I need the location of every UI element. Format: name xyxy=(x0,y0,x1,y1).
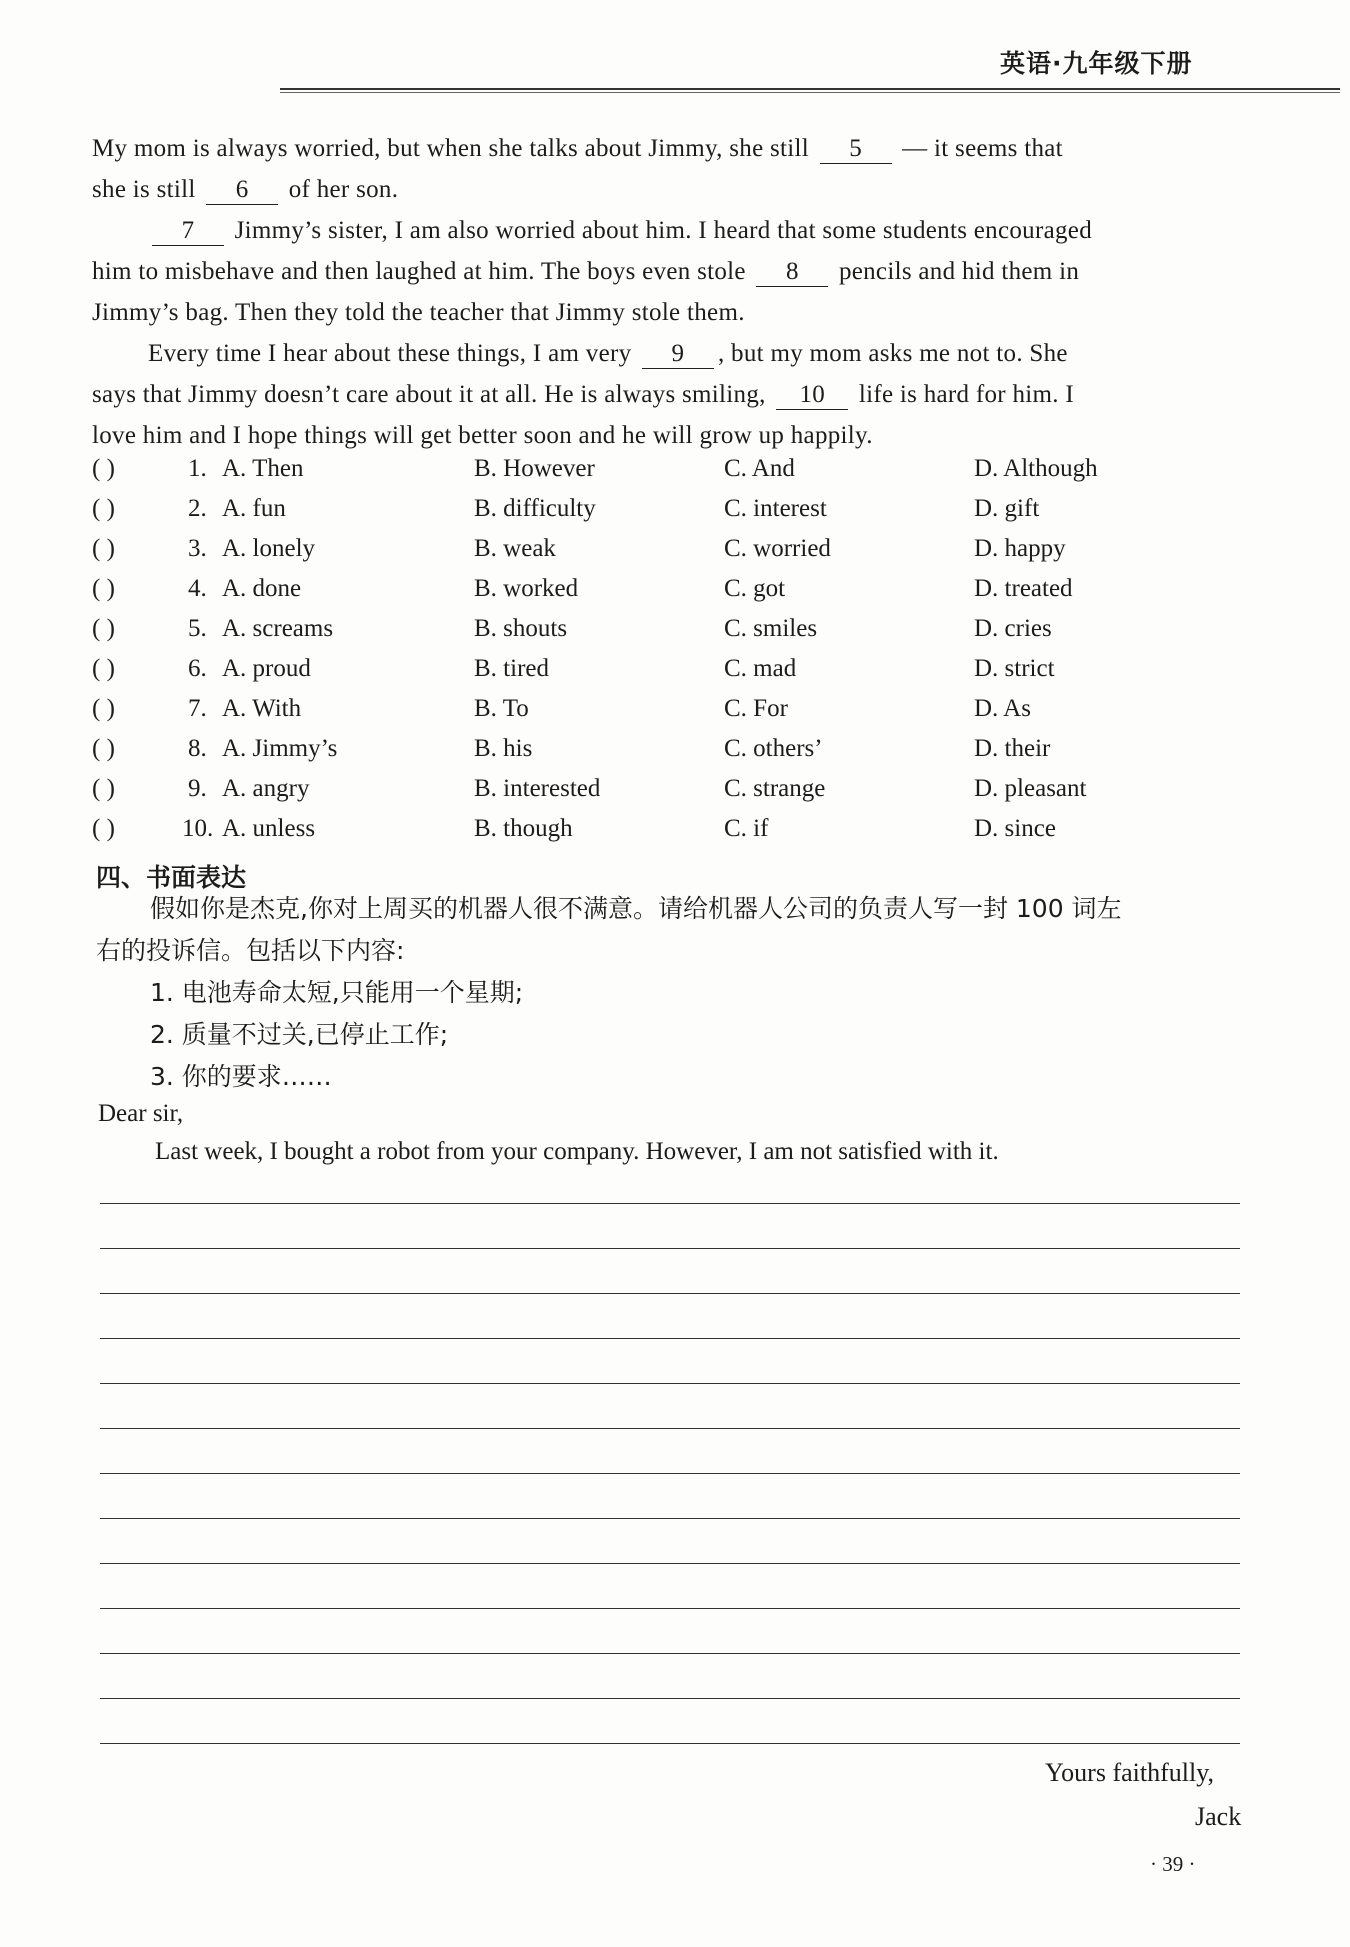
question-row xyxy=(92,535,1252,575)
passage-text: of her son. xyxy=(288,176,399,203)
passage-line xyxy=(92,210,1232,251)
option-c: C. For xyxy=(724,695,788,722)
option-a: A. done xyxy=(222,575,302,602)
option-c: C. strange xyxy=(724,775,826,802)
question-number: 3. xyxy=(188,535,207,562)
option-b: B. weak xyxy=(474,535,556,562)
passage-text: Jimmy’s sister, I am also worried about him. I heard that some students encouraged xyxy=(234,217,1092,244)
answer-bracket[interactable]: ( ) xyxy=(92,655,115,682)
option-a: A. unless xyxy=(222,815,316,842)
option-b: B. difficulty xyxy=(474,495,596,522)
passage-text: My mom is always worried, but when she talks about Jimmy, she still xyxy=(92,135,810,162)
answer-bracket[interactable]: ( ) xyxy=(92,615,115,642)
option-c: C. others’ xyxy=(724,735,823,762)
writing-line[interactable] xyxy=(100,1293,1240,1294)
question-row xyxy=(92,575,1252,615)
letter-opening: Last week, I bought a robot from your company. However, I am not satisfied with it. xyxy=(155,1138,999,1165)
question-row xyxy=(92,455,1252,495)
option-d: D. gift xyxy=(974,495,1040,522)
passage-paragraph-2 xyxy=(92,210,1232,333)
question-row xyxy=(92,695,1252,735)
option-c: C. And xyxy=(724,455,795,482)
option-b: B. worked xyxy=(474,575,579,602)
option-c: C. worried xyxy=(724,535,831,562)
passage-text: love him and I hope things will get better soon and he will grow up happily. xyxy=(92,422,873,449)
prompt-line: 假如你是杰克,你对上周买的机器人很不满意。请给机器人公司的负责人写一封 100 词左 xyxy=(150,894,1122,923)
requirement-item: 2. 质量不过关,已停止工作; xyxy=(150,1020,449,1049)
section-heading: 四、书面表达 xyxy=(96,863,247,892)
answer-bracket[interactable]: ( ) xyxy=(92,815,115,842)
option-d: D. happy xyxy=(974,535,1066,562)
requirement-item: 3. 你的要求…… xyxy=(150,1062,332,1091)
answer-bracket[interactable]: ( ) xyxy=(92,575,115,602)
question-row xyxy=(92,775,1252,815)
passage-line xyxy=(92,333,1232,374)
writing-line[interactable] xyxy=(100,1518,1240,1519)
answer-bracket[interactable]: ( ) xyxy=(92,695,115,722)
prompt-line: 右的投诉信。包括以下内容: xyxy=(96,936,405,965)
writing-line[interactable] xyxy=(100,1653,1240,1654)
letter-salutation: Dear sir, xyxy=(98,1100,184,1127)
answer-bracket[interactable]: ( ) xyxy=(92,455,115,482)
option-d: D. strict xyxy=(974,655,1055,682)
option-a: A. lonely xyxy=(222,535,316,562)
option-a: A. fun xyxy=(222,495,286,522)
option-c: C. smiles xyxy=(724,615,818,642)
page-number: · 39 · xyxy=(1150,1852,1196,1876)
passage-paragraph-1 xyxy=(92,128,1232,210)
passage-text: , but my mom asks me not to. She xyxy=(717,340,1068,367)
question-number: 8. xyxy=(188,735,207,762)
option-d: D. Although xyxy=(974,455,1098,482)
option-d: D. cries xyxy=(974,615,1052,642)
option-c: C. if xyxy=(724,815,769,842)
blank-7[interactable]: 7 xyxy=(152,217,224,246)
passage-line xyxy=(92,128,1232,169)
blank-5[interactable]: 5 xyxy=(820,135,892,164)
book-title: 英语·九年级下册 xyxy=(1000,49,1193,78)
passage-text: — it seems that xyxy=(902,135,1063,162)
blank-9[interactable]: 9 xyxy=(642,340,714,369)
header-rule xyxy=(280,88,1340,90)
question-number: 4. xyxy=(188,575,207,602)
passage-text: life is hard for him. I xyxy=(858,381,1075,408)
passage-text: says that Jimmy doesn’t care about it at all. He is always smiling, xyxy=(92,381,766,408)
passage-text: Every time I hear about these things, I am very xyxy=(148,340,632,367)
answer-bracket[interactable]: ( ) xyxy=(92,535,115,562)
question-number: 7. xyxy=(188,695,207,722)
blank-8[interactable]: 8 xyxy=(756,258,828,287)
question-number: 2. xyxy=(188,495,207,522)
blank-6[interactable]: 6 xyxy=(206,176,278,205)
writing-line[interactable] xyxy=(100,1203,1240,1204)
writing-line[interactable] xyxy=(100,1383,1240,1384)
option-c: C. mad xyxy=(724,655,797,682)
question-row xyxy=(92,815,1252,855)
passage-line xyxy=(92,374,1232,415)
passage-text: pencils and hid them in xyxy=(838,258,1080,285)
option-d: D. since xyxy=(974,815,1056,842)
option-d: D. As xyxy=(974,695,1031,722)
question-number: 6. xyxy=(188,655,207,682)
writing-line[interactable] xyxy=(100,1248,1240,1249)
option-b: B. his xyxy=(474,735,533,762)
option-d: D. pleasant xyxy=(974,775,1087,802)
option-a: A. proud xyxy=(222,655,311,682)
option-d: D. treated xyxy=(974,575,1073,602)
question-number: 9. xyxy=(188,775,207,802)
passage-text: she is still xyxy=(92,176,196,203)
letter-closing: Yours faithfully, xyxy=(1045,1758,1215,1787)
option-d: D. their xyxy=(974,735,1051,762)
writing-line[interactable] xyxy=(100,1338,1240,1339)
passage-line xyxy=(92,251,1232,292)
header-rule-thin xyxy=(280,92,1340,93)
question-number: 5. xyxy=(188,615,207,642)
passage-line xyxy=(92,292,1232,333)
option-b: B. tired xyxy=(474,655,549,682)
requirement-item: 1. 电池寿命太短,只能用一个星期; xyxy=(150,978,524,1007)
writing-line[interactable] xyxy=(100,1428,1240,1429)
writing-line[interactable] xyxy=(100,1743,1240,1744)
option-b: B. To xyxy=(474,695,529,722)
option-c: C. interest xyxy=(724,495,827,522)
option-a: A. Jimmy’s xyxy=(222,735,338,762)
question-row xyxy=(92,615,1252,655)
option-a: A. With xyxy=(222,695,302,722)
passage-text: him to misbehave and then laughed at him. The boys even stole xyxy=(92,258,746,285)
question-row xyxy=(92,495,1252,535)
question-number: 10. xyxy=(182,815,214,842)
answer-bracket[interactable]: ( ) xyxy=(92,735,115,762)
option-a: A. screams xyxy=(222,615,334,642)
option-b: B. shouts xyxy=(474,615,568,642)
writing-line[interactable] xyxy=(100,1563,1240,1564)
question-row xyxy=(92,735,1252,775)
writing-line[interactable] xyxy=(100,1608,1240,1609)
question-row xyxy=(92,655,1252,695)
option-b: B. interested xyxy=(474,775,601,802)
passage-paragraph-3 xyxy=(92,333,1232,456)
option-c: C. got xyxy=(724,575,786,602)
option-b: B. though xyxy=(474,815,573,842)
writing-line[interactable] xyxy=(100,1473,1240,1474)
option-b: B. However xyxy=(474,455,595,482)
option-a: A. angry xyxy=(222,775,310,802)
letter-signature: Jack xyxy=(1195,1802,1242,1831)
passage-text: Jimmy’s bag. Then they told the teacher that Jimmy stole them. xyxy=(92,299,745,326)
question-number: 1. xyxy=(188,455,207,482)
writing-line[interactable] xyxy=(100,1698,1240,1699)
blank-10[interactable]: 10 xyxy=(776,381,848,410)
passage-line xyxy=(92,169,1232,210)
answer-bracket[interactable]: ( ) xyxy=(92,775,115,802)
answer-bracket[interactable]: ( ) xyxy=(92,495,115,522)
option-a: A. Then xyxy=(222,455,304,482)
passage-line xyxy=(92,415,1232,456)
